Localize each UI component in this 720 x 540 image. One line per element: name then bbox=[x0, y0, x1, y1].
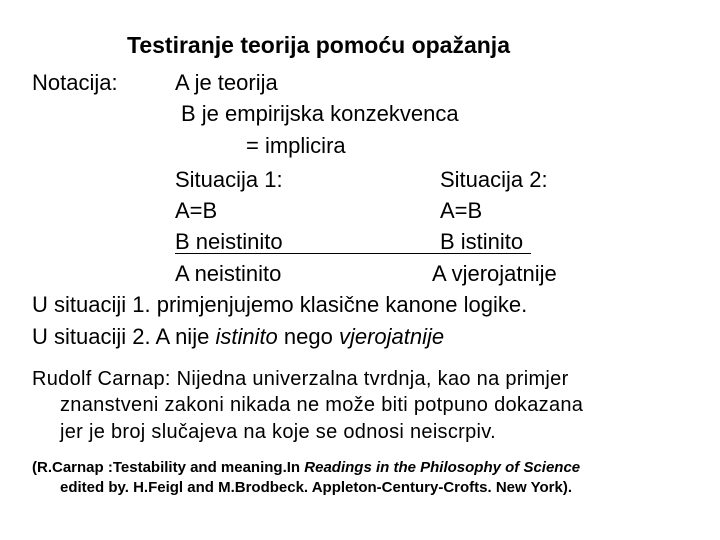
notation-label: Notacija: bbox=[32, 70, 118, 95]
page-title: Testiranje teorija pomoću opažanja bbox=[127, 32, 510, 58]
situation2-heading: Situacija 2: bbox=[440, 167, 548, 192]
situation1-a-status: A neistinito bbox=[175, 261, 282, 286]
conclusion-line-2-true: istinito bbox=[215, 324, 278, 349]
conclusion-line-2-middle: nego bbox=[277, 324, 339, 349]
notation-consequence: B je empirijska konzekvenca bbox=[181, 101, 459, 126]
reference-prefix: (R.Carnap :Testability and meaning.In bbox=[32, 459, 305, 476]
situation2-a-status: A vjerojatnije bbox=[432, 261, 557, 286]
conclusion-line-2-prefix: U situaciji 2. A nije bbox=[32, 324, 216, 349]
carnap-line-3: jer je broj slučajeva na koje se odnosi neiscrpiv. bbox=[60, 421, 496, 443]
reference-book-title: Readings in the Philosophy of Science bbox=[304, 459, 581, 476]
carnap-line-1: Rudolf Carnap: Nijedna univerzalna tvrdnja, kao na primjer bbox=[32, 368, 569, 390]
situation2-relation: A=B bbox=[440, 198, 483, 223]
notation-theory: A je teorija bbox=[175, 70, 278, 95]
situation2-b-status: B istinito bbox=[440, 229, 524, 254]
carnap-line-2: znanstveni zakoni nikada ne može biti potpuno dokazana bbox=[60, 394, 584, 416]
conclusion-line-2 bbox=[32, 324, 444, 350]
notation-implies: = implicira bbox=[246, 133, 346, 158]
reference-line-1 bbox=[32, 458, 580, 478]
situation1-b-status: B neistinito bbox=[175, 229, 283, 254]
reference-line-2: edited by. H.Feigl and M.Brodbeck. Appleton-Century-Crofts. New York). bbox=[60, 479, 572, 496]
situation1-relation: A=B bbox=[175, 198, 218, 223]
situation1-heading: Situacija 1: bbox=[175, 167, 283, 192]
conclusion-line-1: U situaciji 1. primjenjujemo klasične kanone logike. bbox=[32, 292, 528, 317]
conclusion-line-2-probable: vjerojatnije bbox=[338, 324, 445, 349]
